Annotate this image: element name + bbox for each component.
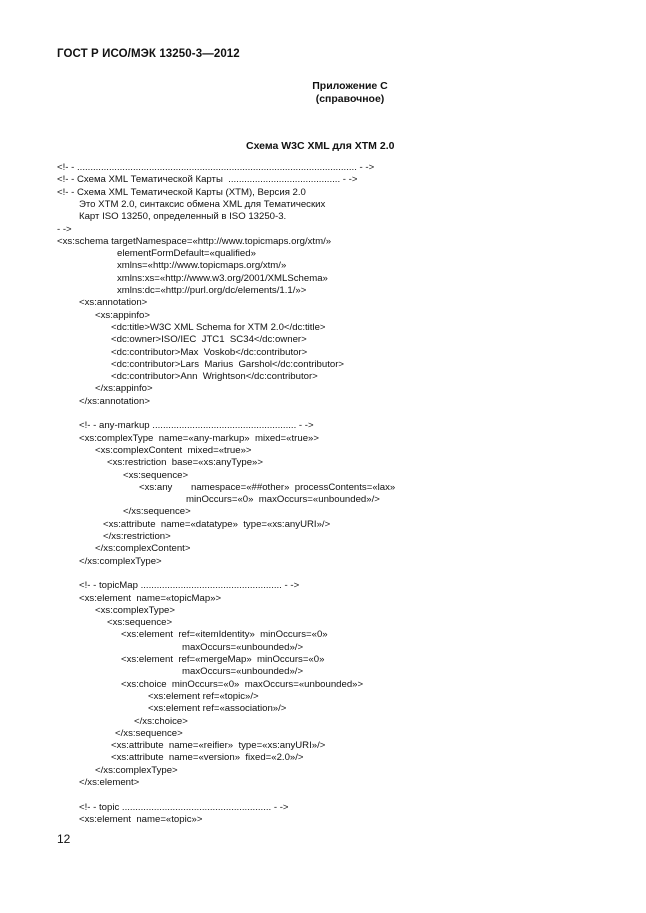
code-line: <xs:element ref=«association»/> bbox=[148, 703, 287, 715]
code-line: <dc:owner>ISO/IEC JTC1 SC34</dc:owner> bbox=[111, 334, 307, 346]
page-header: ГОСТ Р ИСО/МЭК 13250-3—2012 bbox=[57, 48, 240, 60]
code-line: </xs:element> bbox=[79, 777, 140, 788]
code-line: maxOccurs=«unbounded»/> bbox=[182, 641, 304, 653]
code-line: <xs:appinfo> bbox=[95, 309, 150, 321]
code-line: </xs:restriction> bbox=[103, 531, 171, 542]
code-line: <!- - topicMap ..................................................... - -> bbox=[79, 580, 300, 592]
code-line: - -> bbox=[57, 223, 72, 235]
annex-label: Приложение С bbox=[312, 80, 388, 92]
code-line: <xs:choice minOccurs=«0» maxOccurs=«unbounded»> bbox=[121, 678, 364, 690]
annex-heading bbox=[290, 80, 410, 106]
code-line: </xs:complexContent> bbox=[95, 543, 191, 555]
code-line: <xs:attribute name=«reifier» type=«xs:anyURI»/> bbox=[111, 740, 326, 752]
code-line: <dc:title>W3C XML Schema for XTM 2.0</dc:title> bbox=[111, 321, 326, 333]
code-line: maxOccurs=«unbounded»/> bbox=[182, 666, 304, 678]
code-line: <dc:contributor>Lars Marius Garshol</dc:contributor> bbox=[111, 358, 345, 370]
code-line: xmlns=«http://www.topicmaps.org/xtm/» bbox=[117, 260, 287, 272]
code-line: <xs:sequence> bbox=[107, 617, 173, 629]
code-line: <xs:restriction base=«xs:anyType»> bbox=[107, 457, 263, 469]
code-line: <xs:complexType> bbox=[95, 604, 175, 616]
code-line: </xs:appinfo> bbox=[95, 383, 153, 395]
code-line: <dc:contributor>Ann Wrightson</dc:contributor> bbox=[111, 371, 318, 383]
section-title: Схема W3C XML для XTM 2.0 bbox=[246, 140, 395, 152]
code-line: xmlns:xs=«http://www.w3.org/2001/XMLSchema» bbox=[117, 272, 328, 284]
code-line: <!- - ......................................................................................................... - -> bbox=[57, 162, 375, 173]
code-line: <xs:complexType name=«any-markup» mixed=«true»> bbox=[79, 432, 319, 444]
code-line: <xs:element ref=«mergeMap» minOccurs=«0» bbox=[121, 654, 325, 665]
code-line: <xs:schema targetNamespace=«http://www.topicmaps.org/xtm/» bbox=[57, 235, 332, 247]
code-line: </xs:complexType> bbox=[79, 555, 162, 567]
code-line: xmlns:dc=«http://purl.org/dc/elements/1.1/»> bbox=[117, 285, 307, 296]
code-line: <xs:any namespace=«##other» processContents=«lax» bbox=[139, 481, 396, 493]
code-line: <!- - any-markup ...................................................... - -> bbox=[79, 420, 314, 432]
code-line: <!- - topic ........................................................ - -> bbox=[79, 801, 289, 813]
code-line: <xs:sequence> bbox=[123, 469, 189, 481]
code-line: </xs:complexType> bbox=[95, 764, 178, 776]
code-line: minOccurs=«0» maxOccurs=«unbounded»/> bbox=[186, 494, 380, 506]
code-line: <!- - Схема XML Тематической Карты .......................................... - -> bbox=[57, 174, 358, 186]
code-line: <xs:complexContent mixed=«true»> bbox=[95, 444, 252, 456]
code-line: </xs:sequence> bbox=[115, 727, 183, 739]
page-number: 12 bbox=[57, 832, 71, 846]
code-line: <dc:contributor>Max Voskob</dc:contributor> bbox=[111, 346, 308, 358]
code-line: <xs:attribute name=«datatype» type=«xs:anyURI»/> bbox=[103, 518, 331, 530]
code-line: <xs:element ref=«itemIdentity» minOccurs=«0» bbox=[121, 629, 328, 641]
code-line: <xs:annotation> bbox=[79, 297, 148, 309]
code-line: <xs:element name=«topicMap»> bbox=[79, 592, 222, 604]
code-line: </xs:choice> bbox=[134, 715, 188, 727]
annex-note: (справочное) bbox=[315, 93, 385, 105]
code-line: Карт ISO 13250, определенный в ISO 13250-3. bbox=[79, 211, 287, 223]
code-line: </xs:annotation> bbox=[79, 395, 150, 407]
code-line: <xs:element name=«topic»> bbox=[79, 813, 203, 825]
code-line: Это XTM 2.0, синтаксис обмена XML для Тематических bbox=[79, 198, 326, 210]
code-line: <!- - Схема XML Тематической Карты (XTM), Версия 2.0 bbox=[57, 186, 306, 198]
code-line: elementFormDefault=«qualified» bbox=[117, 248, 256, 260]
code-line: </xs:sequence> bbox=[123, 506, 191, 518]
code-line: <xs:element ref=«topic»/> bbox=[148, 690, 259, 702]
code-line: <xs:attribute name=«version» fixed=«2.0»/> bbox=[111, 752, 304, 764]
